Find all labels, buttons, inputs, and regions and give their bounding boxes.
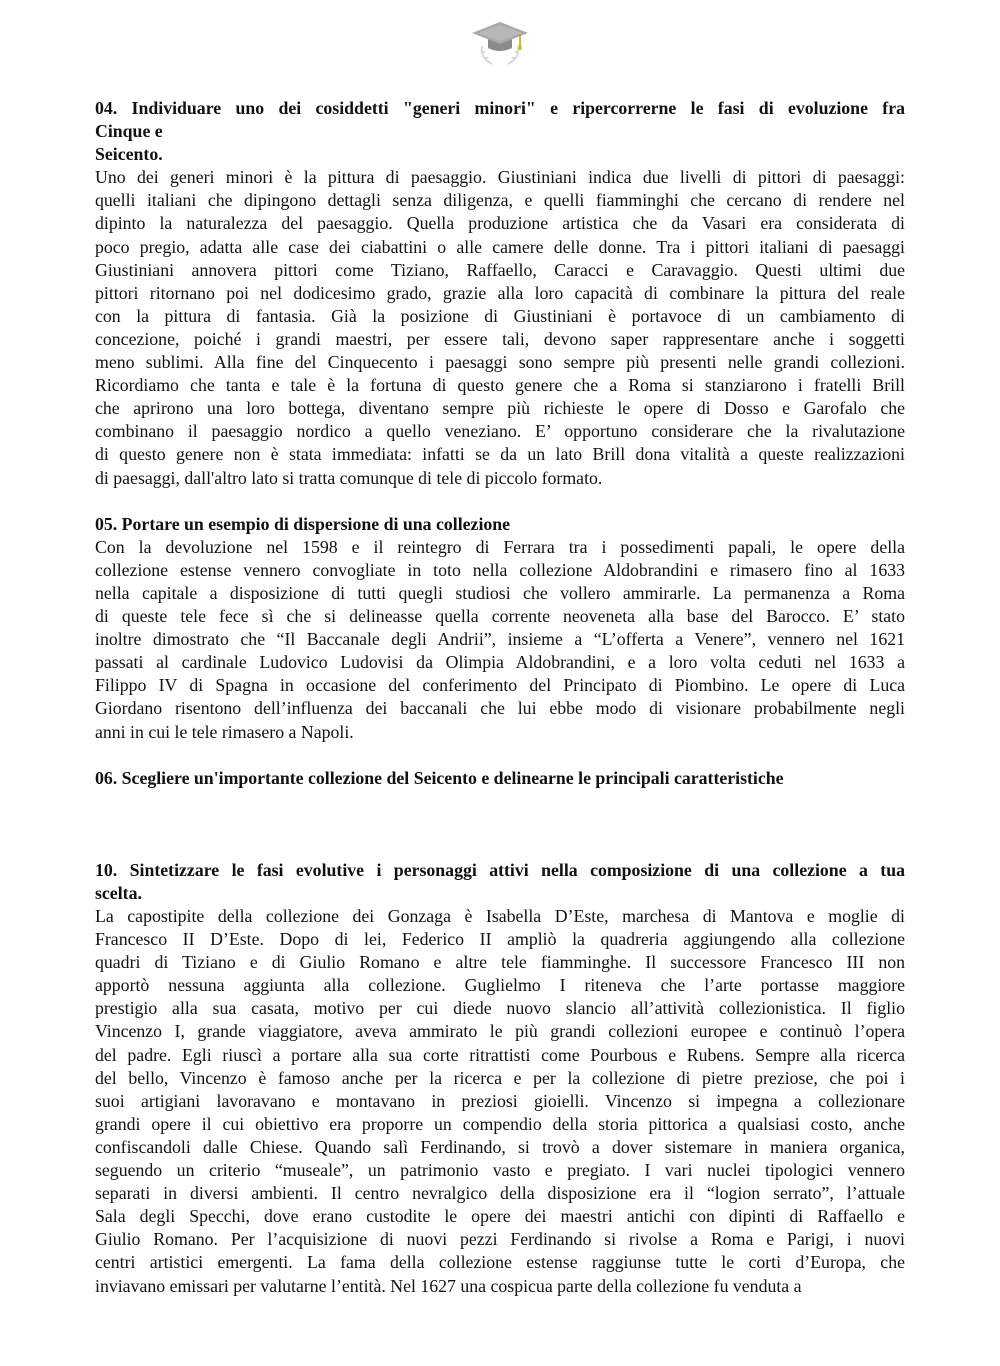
section-gap xyxy=(95,744,905,767)
question-title-line: 05. Portare un esempio di dispersione di una collezione xyxy=(95,513,511,534)
answer-line: prestigio alla sua casata, motivo per cui diede nuovo slancio all’attività collezionistica. Il figlio xyxy=(95,998,905,1019)
answer-line: suoi artigiani lavoravano e montavano in preziosi gioielli. Vincenzo si impegna a collezionare xyxy=(95,1090,905,1111)
answer-line: centri artistici emergenti. La fama della collezione estense raggiunse tutte le corti d’Europa, che xyxy=(95,1252,905,1273)
answer-line: inviavano emissari per valutarne l’entità. Nel 1627 una cospicua parte della collezione fu venduta a xyxy=(95,1275,802,1296)
answer-line: quelli italiani che dipingono dettagli senza diligenza, e quelli fiamminghi che cercano di rendere nel xyxy=(95,190,905,211)
question-title xyxy=(95,97,905,166)
answer-line: Uno dei generi minori è la pittura di paesaggio. Giustiniani indica due livelli di pittori di paesaggi: xyxy=(95,167,905,188)
document-page xyxy=(95,97,905,1298)
section-gap xyxy=(95,490,905,513)
answer-line: seguendo un criterio “museale”, un patrimonio vasto e pregiato. I vari nuclei tipologici vennero xyxy=(95,1160,905,1181)
answer-line: del padre. Egli riuscì a portare alla sua corte ritrattisti come Pourbous e Rubens. Sempre alla ricerca xyxy=(95,1044,905,1065)
question-title xyxy=(95,513,905,536)
answer-line: del bello, Vincenzo è famoso anche per la ricerca e per la collezione di pietre preziose, che poi i xyxy=(95,1067,905,1088)
answer-line: apportò nessuna aggiunta alla collezione. Guglielmo I riteneva che l’arte portasse maggiore xyxy=(95,975,905,996)
answer-line: combinano il paesaggio nordico a quello veneziano. E’ opportuno considerare che la rivalutazione xyxy=(95,421,905,442)
question-title-line: 06. Scegliere un'importante collezione del Seicento e delinearne le principali caratteristiche xyxy=(95,767,784,788)
answer-line: inoltre dimostrato che “Il Baccanale degli Andrii”, insieme a “L’offerta a Venere”, vennero nel 1621 xyxy=(95,629,905,650)
answer-line: Vincenzo I, grande viaggiatore, aveva ammirato le più grandi collezioni europee e continuò l’opera xyxy=(95,1021,905,1042)
answer-line: Francesco II D’Este. Dopo di lei, Federico II ampliò la quadreria aggiungendo alla collezione xyxy=(95,929,905,950)
answer-line: pittori ritornano poi nel dodicesimo grado, grazie alla loro capacità di combinare la pittura del reale xyxy=(95,282,905,303)
answer-line: separati in diversi ambienti. Il centro nevralgico della disposizione era il “logion serrato”, l’attuale xyxy=(95,1183,905,1204)
answer-line: quadri di Tiziano e di Giulio Romano e altre tele fiamminghe. Il successore Francesco III non xyxy=(95,952,905,973)
answer-line: grandi opere il cui obiettivo era proporre un compendio della storia pittorica a qualsiasi costo, anche xyxy=(95,1113,905,1134)
answer-paragraph xyxy=(95,166,905,489)
question-title-line: scelta. xyxy=(95,882,142,903)
question-title xyxy=(95,767,905,790)
question-title xyxy=(95,859,905,905)
question-title-line: Seicento. xyxy=(95,144,163,165)
answer-line: di paesaggi, dall'altro lato si tratta comunque di tele di piccolo formato. xyxy=(95,467,603,488)
answer-line: che aprirono una loro bottega, diventano sempre più richieste le opere di Dosso e Garofalo che xyxy=(95,398,905,419)
answer-line: Ricordiamo che tanta e tale è la fortuna di questo genere che a Roma si stanziarono i fratelli Brill xyxy=(95,375,905,396)
answer-line: Con la devoluzione nel 1598 e il reintegro di Ferrara tra i possedimenti papali, le opere della xyxy=(95,536,905,557)
answer-line: Giulio Romano. Per l’acquisizione di nuovi pezzi Ferdinando si rivolse a Roma e Parigi, i nuovi xyxy=(95,1229,905,1250)
answer-line: dipinto la naturalezza del paesaggio. Quella produzione artistica che da Vasari era considerata di xyxy=(95,213,905,234)
answer-line: meno sublimi. Alla fine del Cinquecento i paesaggi sono sempre più presenti nelle grandi collezioni. xyxy=(95,352,905,373)
answer-line: di questo genere non è stata immediata: infatti se da un lato Brill dona vitalità a queste realizzazioni xyxy=(95,444,905,465)
answer-line: Filippo IV di Spagna in occasione del conferimento del Principato di Piombino. Le opere di Luca xyxy=(95,675,905,696)
answer-line: confiscandoli dalle Chiese. Quando salì Ferdinando, si trovò a dover sistemare in maniera organica, xyxy=(95,1136,905,1157)
question-title-line: Cinque e xyxy=(95,121,163,142)
answer-paragraph xyxy=(95,905,905,1298)
answer-line: poco pregio, adatta alle case dei ciabattini o alle camere delle donne. Tra i pittori italiani di paesaggi xyxy=(95,236,905,257)
answer-line: collezione estense vennero convogliate in toto nella collezione Aldobrandini e rimasero fino al 1633 xyxy=(95,559,905,580)
answer-line: anni in cui le tele rimasero a Napoli. xyxy=(95,721,354,742)
answer-line: di queste tele fece sì che si delineasse quella corrente neoveneta alla base del Barocco. E’ stato xyxy=(95,606,905,627)
section-gap xyxy=(95,790,905,859)
answer-line: passati al cardinale Ludovico Ludovisi da Olimpia Aldobrandini, e a loro volta ceduti nel 1633 a xyxy=(95,652,905,673)
graduation-cap-icon xyxy=(468,16,532,68)
question-title-line: 04. Individuare uno dei cosiddetti "generi minori" e ripercorrerne le fasi di evoluzione fra xyxy=(95,98,905,118)
answer-line: concezione, poiché i grandi maestri, per essere tali, devono saper rappresentare anche i soggetti xyxy=(95,328,905,349)
answer-line: Giordano risentono dell’influenza dei baccanali che lui ebbe modo di visionare probabilmente negli xyxy=(95,698,905,719)
answer-line: Sala degli Specchi, dove erano custodite le opere dei maestri antichi con dipinti di Raffaello e xyxy=(95,1206,905,1227)
answer-line: La capostipite della collezione dei Gonzaga è Isabella D’Este, marchesa di Mantova e moglie di xyxy=(95,906,905,926)
answer-paragraph xyxy=(95,536,905,744)
question-title-line: 10. Sintetizzare le fasi evolutive i personaggi attivi nella composizione di una collezione a tua xyxy=(95,859,905,880)
answer-line: con la pittura di fantasia. Già la posizione di Giustiniani è portavoce di un cambiamento di xyxy=(95,305,905,326)
answer-line: nella capitale a disposizione di tutti quegli studiosi che vollero ammirarle. La permanenza a Roma xyxy=(95,582,905,603)
answer-line: Giustiniani annovera pittori come Tiziano, Raffaello, Caracci e Caravaggio. Questi ultimi due xyxy=(95,259,905,280)
